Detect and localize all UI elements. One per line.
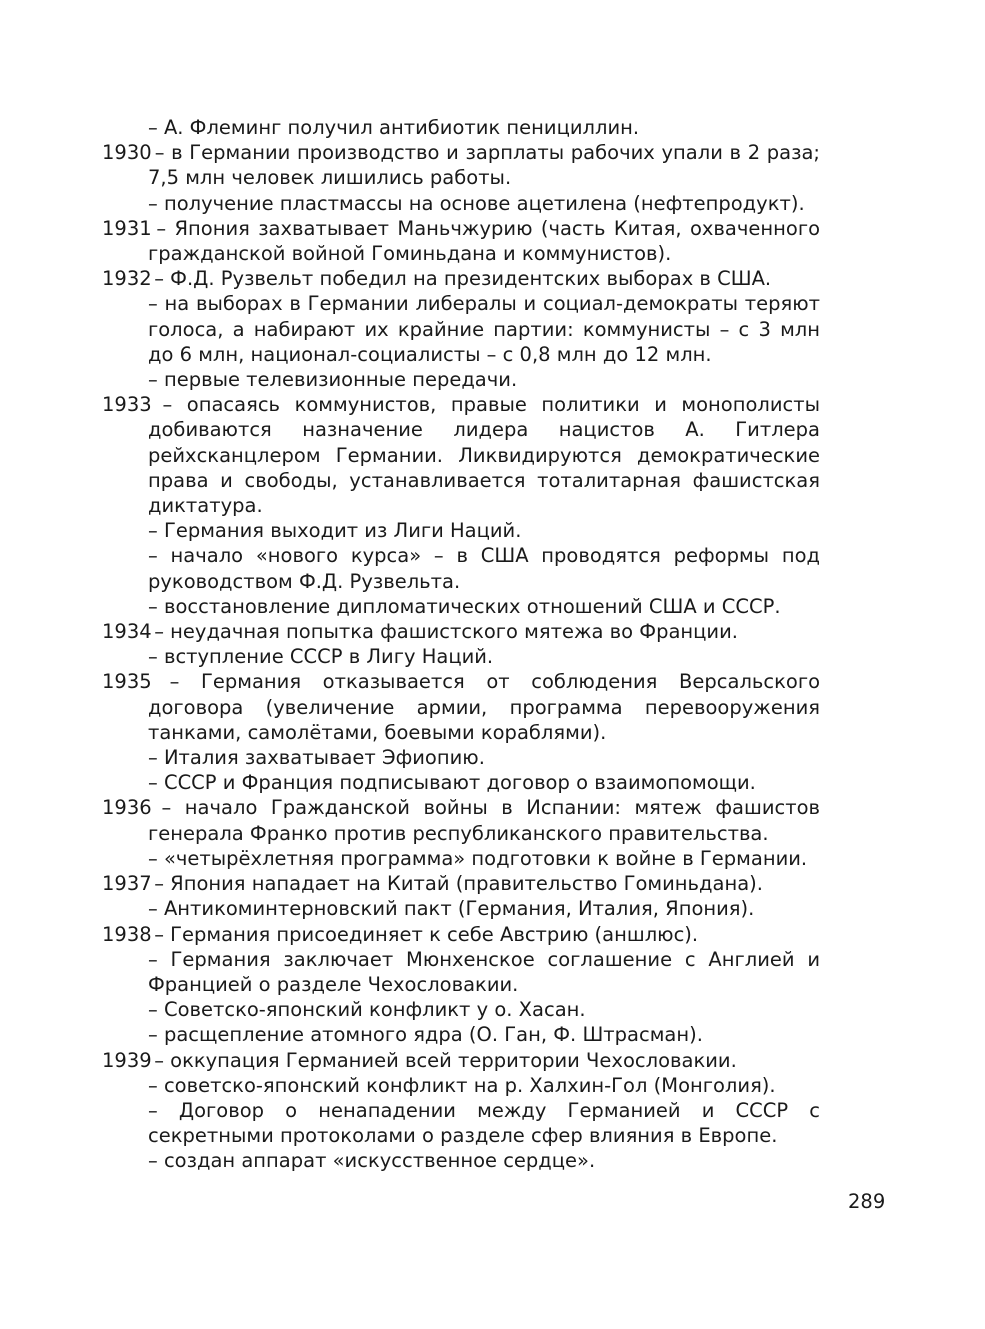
event-item: [102, 266, 820, 291]
event-item: [102, 1098, 820, 1148]
event-year: 1932: [102, 267, 152, 291]
event-item: [102, 1048, 820, 1073]
event-text: – получение пластмассы на основе ацетилена (нефтепродукт).: [148, 191, 805, 215]
event-text: – СССР и Франция подписывают договор о взаимопомощи.: [148, 771, 756, 795]
event-item: [102, 745, 820, 770]
event-item: [102, 191, 820, 216]
event-text: – оккупация Германией всей территории Чехословакии.: [154, 1048, 737, 1072]
event-text: – «четырёхлетняя программа» подготовки к войне в Германии.: [148, 846, 808, 870]
event-year: 1936: [102, 796, 152, 820]
event-item: [102, 115, 820, 140]
event-item: [102, 367, 820, 392]
event-text: – Советско-японский конфликт у о. Хасан.: [148, 998, 586, 1022]
event-text: – на выборах в Германии либералы и социал-демократы теряют голоса, а набирают их крайние партии: коммунисты – с 3 млн до 6 млн, национал-социалисты – с 0,8 млн до 12 млн.: [148, 292, 820, 366]
event-item: [102, 795, 820, 845]
event-item: [102, 543, 820, 593]
chronology-entry-1937: [102, 871, 820, 921]
event-text: – первые телевизионные передачи.: [148, 368, 518, 392]
chronology-list: [102, 115, 820, 1174]
event-text: – Ф.Д. Рузвельт победил на президентских выборах в США.: [154, 267, 772, 291]
event-year: 1934: [102, 620, 152, 644]
event-item: [102, 644, 820, 669]
event-text: – расщепление атомного ядра (О. Ган, Ф. Штрасман).: [148, 1023, 703, 1047]
event-text: – Германия заключает Мюнхенское соглашение с Англией и Францией о разделе Чехословакии.: [148, 947, 820, 996]
event-year: 1935: [102, 670, 152, 694]
event-year: 1933: [102, 393, 152, 417]
event-item: [102, 922, 820, 947]
event-text: – Германия отказывается от соблюдения Версальского договора (увеличение армии, программа перевооружения танками, самолётами, боевыми кораблями).: [148, 670, 820, 744]
event-text: – начало «нового курса» – в США проводятся реформы под руководством Ф.Д. Рузвельта.: [148, 544, 820, 593]
event-text: – А. Флеминг получил антибиотик пенициллин.: [148, 116, 640, 139]
event-item: [102, 896, 820, 921]
event-item: [102, 770, 820, 795]
chronology-entry-1934: [102, 619, 820, 669]
event-item: [102, 140, 820, 190]
event-item: [102, 1022, 820, 1047]
event-item: [102, 392, 820, 518]
event-item: [102, 1148, 820, 1173]
event-item: [102, 669, 820, 745]
event-item: [102, 1073, 820, 1098]
event-text: – Германия выходит из Лиги Наций.: [148, 519, 522, 543]
event-text: – создан аппарат «искусственное сердце».: [148, 1149, 596, 1173]
event-year: 1939: [102, 1048, 152, 1072]
event-text: – Япония нападает на Китай (правительство Гоминьдана).: [154, 872, 763, 896]
chronology-entry-1930: [102, 140, 820, 216]
event-text: – Антикоминтерновский пакт (Германия, Италия, Япония).: [148, 897, 755, 921]
event-text: – Япония захватывает Маньчжурию (часть Китая, охваченного гражданской войной Гоминьдана и коммунистов).: [148, 216, 820, 266]
chronology-entry-1932: [102, 266, 820, 392]
event-text: – вступление СССР в Лигу Наций.: [148, 645, 494, 669]
event-item: [102, 619, 820, 644]
event-item: [102, 594, 820, 619]
event-text: – советско-японский конфликт на р. Халхин-Гол (Монголия).: [148, 1073, 776, 1097]
event-text: – начало Гражданской войны в Испании: мятеж фашистов генерала Франко против республиканского правительства.: [148, 796, 820, 845]
event-text: – в Германии производство и зарплаты рабочих упали в 2 раза; 7,5 млн человек лишились работы.: [148, 141, 820, 190]
event-year: 1938: [102, 922, 152, 946]
event-item: [102, 518, 820, 543]
event-item: [102, 947, 820, 997]
event-year: 1930: [102, 141, 152, 165]
event-item: [102, 216, 820, 266]
event-text: – Германия присоединяет к себе Австрию (аншлюс).: [154, 922, 699, 946]
event-item: [102, 291, 820, 367]
page-number: 289: [848, 1190, 886, 1213]
event-year: 1937: [102, 872, 152, 896]
chronology-entry-1935: [102, 669, 820, 795]
event-text: – опасаясь коммунистов, правые политики и монополисты добиваются назначение лидера нацистов А. Гитлера рейхсканцлером Германии. Ликвидируются демократические права и свободы, устанавливается тоталитарная фашистская диктатура.: [148, 393, 821, 518]
chronology-entry-1933: [102, 392, 820, 619]
event-text: – восстановление дипломатических отношений США и СССР.: [148, 594, 781, 618]
event-text: – неудачная попытка фашистского мятежа во Франции.: [154, 620, 738, 644]
chronology-entry-1936: [102, 795, 820, 871]
chronology-entry-1931: [102, 216, 820, 266]
chronology-entry: [102, 115, 820, 140]
event-year: 1931: [102, 216, 152, 240]
chronology-entry-1939: [102, 1048, 820, 1174]
event-item: [102, 997, 820, 1022]
chronology-entry-1938: [102, 922, 820, 1048]
event-text: – Договор о ненападении между Германией и СССР с секретными протоколами о разделе сфер влияния в Европе.: [148, 1098, 820, 1148]
event-item: [102, 871, 820, 896]
event-item: [102, 846, 820, 871]
event-text: – Италия захватывает Эфиопию.: [148, 746, 485, 770]
